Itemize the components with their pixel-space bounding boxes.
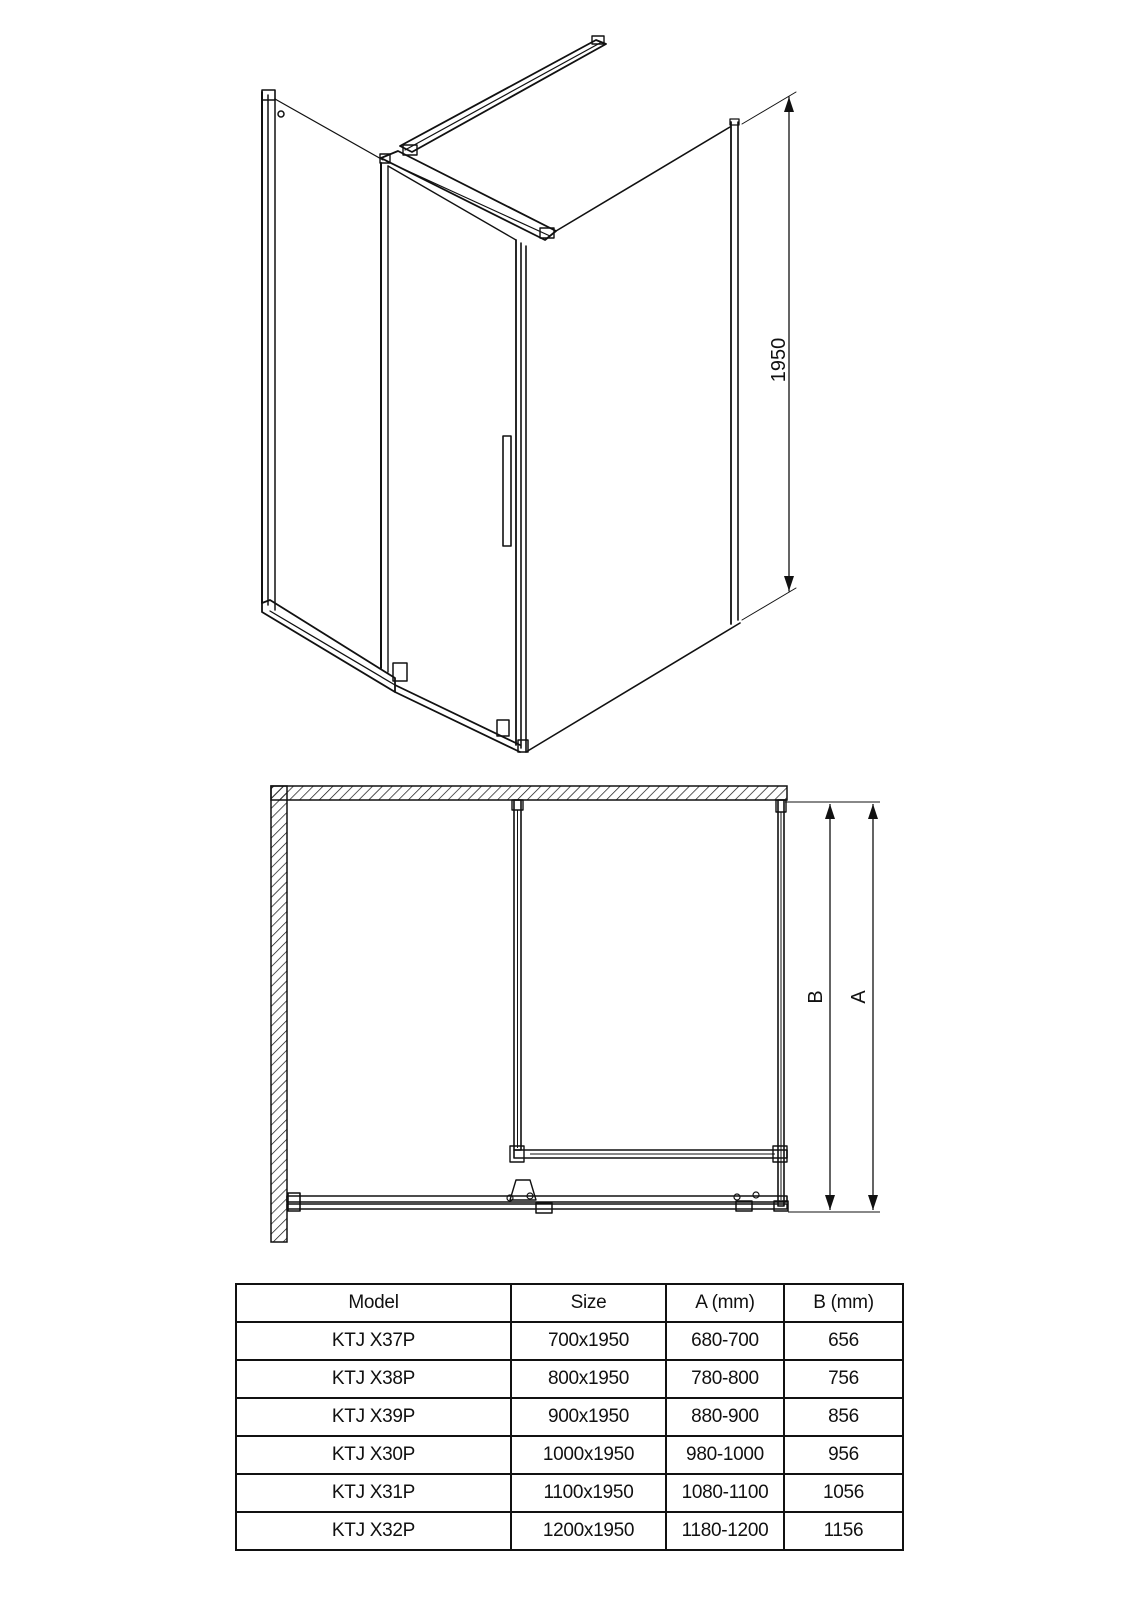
cell-size: 800x1950 xyxy=(511,1360,666,1398)
bottom-sliding-track xyxy=(287,1180,788,1213)
height-label: 1950 xyxy=(768,337,790,383)
left-fixed-panel xyxy=(262,90,383,610)
specification-table xyxy=(235,1283,904,1551)
door-handle-icon xyxy=(503,436,511,546)
cell-a: 680-700 xyxy=(666,1322,784,1360)
cell-size: 700x1950 xyxy=(511,1322,666,1360)
cell-a: 1180-1200 xyxy=(666,1512,784,1550)
dimension-lines xyxy=(785,802,880,1212)
isometric-view xyxy=(262,36,796,752)
cell-b: 856 xyxy=(784,1398,903,1436)
bottom-left-rail xyxy=(262,600,520,752)
cell-b: 1056 xyxy=(784,1474,903,1512)
table-row xyxy=(236,1398,903,1436)
cell-b: 1156 xyxy=(784,1512,903,1550)
plan-view xyxy=(271,786,880,1242)
table-row xyxy=(236,1512,903,1550)
cell-model: KTJ X38P xyxy=(236,1360,511,1398)
cell-size: 1000x1950 xyxy=(511,1436,666,1474)
wall-bracket-icon xyxy=(278,111,284,117)
cell-b: 756 xyxy=(784,1360,903,1398)
cell-model: KTJ X31P xyxy=(236,1474,511,1512)
header-size: Size xyxy=(511,1284,666,1322)
cell-size: 1200x1950 xyxy=(511,1512,666,1550)
dim-b-label: B xyxy=(805,990,827,1004)
cell-model: KTJ X39P xyxy=(236,1398,511,1436)
cell-size: 1100x1950 xyxy=(511,1474,666,1512)
table-row xyxy=(236,1474,903,1512)
cell-a: 880-900 xyxy=(666,1398,784,1436)
table-row xyxy=(236,1360,903,1398)
table-header-row xyxy=(236,1284,903,1322)
horizontal-brace xyxy=(510,1146,787,1162)
cell-b: 656 xyxy=(784,1322,903,1360)
dim-a-label: A xyxy=(848,990,870,1004)
header-model: Model xyxy=(236,1284,511,1322)
cell-size: 900x1950 xyxy=(511,1398,666,1436)
cell-model: KTJ X32P xyxy=(236,1512,511,1550)
top-stabilizer-bars xyxy=(380,36,606,240)
cell-a: 980-1000 xyxy=(666,1436,784,1474)
cell-a: 780-800 xyxy=(666,1360,784,1398)
right-side-glass xyxy=(776,800,786,1206)
wall-hatching xyxy=(271,786,787,1242)
cell-a: 1080-1100 xyxy=(666,1474,784,1512)
cell-model: KTJ X30P xyxy=(236,1436,511,1474)
right-side-panel xyxy=(526,119,740,752)
cell-model: KTJ X37P xyxy=(236,1322,511,1360)
fixed-center-panel xyxy=(512,800,523,1150)
header-b-mm: B (mm) xyxy=(784,1284,903,1322)
floor-guide-icon xyxy=(497,720,509,736)
header-a-mm: A (mm) xyxy=(666,1284,784,1322)
cell-b: 956 xyxy=(784,1436,903,1474)
table-row xyxy=(236,1322,903,1360)
table-row xyxy=(236,1436,903,1474)
